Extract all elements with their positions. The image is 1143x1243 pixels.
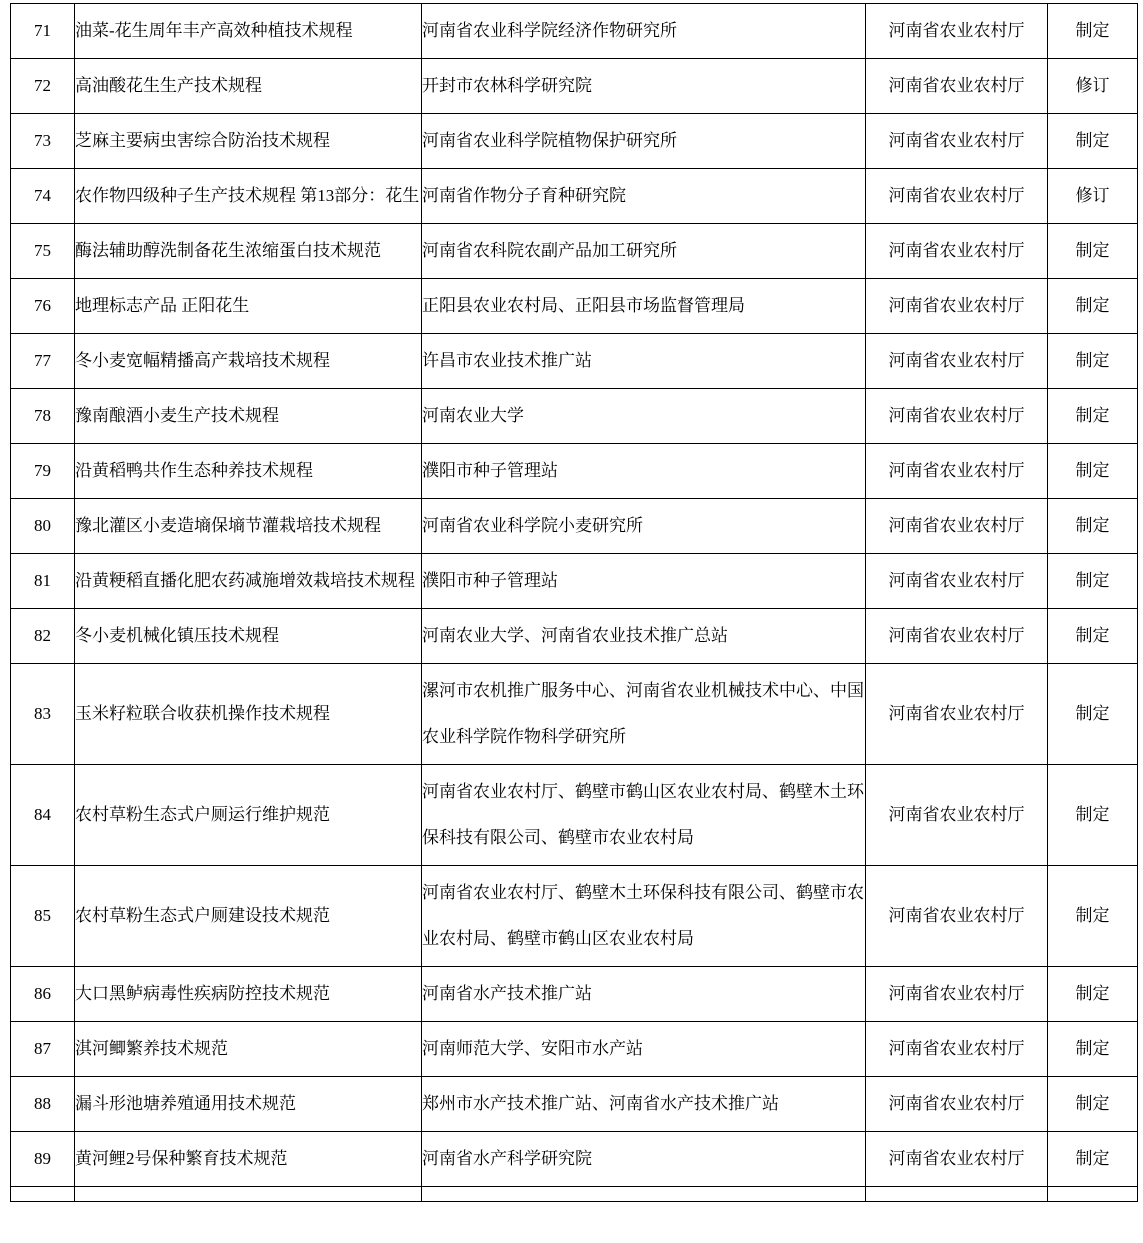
drafting-org-cell: 开封市农林科学研究院 (422, 59, 866, 114)
table-row (11, 114, 1138, 169)
row-number-cell: 78 (11, 389, 75, 444)
table-row (11, 554, 1138, 609)
row-number-cell: 83 (11, 664, 75, 765)
standard-name-cell: 淇河鲫繁养技术规范 (75, 1022, 422, 1077)
partial-next-row-body (11, 1187, 1138, 1202)
type-cell: 制定 (1048, 967, 1138, 1022)
type-cell: 制定 (1048, 114, 1138, 169)
type-cell: 制定 (1048, 4, 1138, 59)
type-cell: 制定 (1048, 279, 1138, 334)
row-number-cell: 85 (11, 866, 75, 967)
type-cell: 修订 (1048, 59, 1138, 114)
standards-table (10, 3, 1138, 1202)
standard-name-cell: 高油酸花生生产技术规程 (75, 59, 422, 114)
drafting-org-cell: 河南农业大学、河南省农业技术推广总站 (422, 609, 866, 664)
table-row (11, 609, 1138, 664)
partial-cell (422, 1187, 866, 1202)
drafting-org-cell: 河南省水产技术推广站 (422, 967, 866, 1022)
proposing-dept-cell: 河南省农业农村厅 (866, 1022, 1048, 1077)
type-cell: 制定 (1048, 609, 1138, 664)
standard-name-cell: 漏斗形池塘养殖通用技术规范 (75, 1077, 422, 1132)
proposing-dept-cell: 河南省农业农村厅 (866, 59, 1048, 114)
proposing-dept-cell: 河南省农业农村厅 (866, 1077, 1048, 1132)
type-cell: 制定 (1048, 765, 1138, 866)
drafting-org-cell: 河南师范大学、安阳市水产站 (422, 1022, 866, 1077)
table-row (11, 334, 1138, 389)
type-cell: 制定 (1048, 866, 1138, 967)
table-row (11, 1077, 1138, 1132)
row-number-cell: 89 (11, 1132, 75, 1187)
table-row (11, 389, 1138, 444)
standard-name-cell: 农村草粉生态式户厕建设技术规范 (75, 866, 422, 967)
type-cell: 修订 (1048, 169, 1138, 224)
table-row (11, 224, 1138, 279)
row-number-cell: 75 (11, 224, 75, 279)
row-number-cell: 81 (11, 554, 75, 609)
standard-name-cell: 酶法辅助醇洗制备花生浓缩蛋白技术规范 (75, 224, 422, 279)
type-cell: 制定 (1048, 389, 1138, 444)
standard-name-cell: 黄河鲤2号保种繁育技术规范 (75, 1132, 422, 1187)
table-row (11, 499, 1138, 554)
partial-cell (75, 1187, 422, 1202)
standard-name-cell: 冬小麦机械化镇压技术规程 (75, 609, 422, 664)
row-number-cell: 82 (11, 609, 75, 664)
row-number-cell: 79 (11, 444, 75, 499)
standard-name-cell: 玉米籽粒联合收获机操作技术规程 (75, 664, 422, 765)
type-cell: 制定 (1048, 1132, 1138, 1187)
standard-name-cell: 芝麻主要病虫害综合防治技术规程 (75, 114, 422, 169)
proposing-dept-cell: 河南省农业农村厅 (866, 114, 1048, 169)
drafting-org-cell: 河南省农业科学院经济作物研究所 (422, 4, 866, 59)
proposing-dept-cell: 河南省农业农村厅 (866, 224, 1048, 279)
drafting-org-cell: 濮阳市种子管理站 (422, 444, 866, 499)
standard-name-cell: 油菜-花生周年丰产高效种植技术规程 (75, 4, 422, 59)
proposing-dept-cell: 河南省农业农村厅 (866, 444, 1048, 499)
standard-name-cell: 沿黄粳稻直播化肥农药减施增效栽培技术规程 (75, 554, 422, 609)
proposing-dept-cell: 河南省农业农村厅 (866, 866, 1048, 967)
type-cell: 制定 (1048, 224, 1138, 279)
type-cell: 制定 (1048, 664, 1138, 765)
standard-name-cell: 豫南酿酒小麦生产技术规程 (75, 389, 422, 444)
proposing-dept-cell: 河南省农业农村厅 (866, 389, 1048, 444)
row-number-cell: 77 (11, 334, 75, 389)
drafting-org-cell: 许昌市农业技术推广站 (422, 334, 866, 389)
table-row (11, 967, 1138, 1022)
row-number-cell: 73 (11, 114, 75, 169)
proposing-dept-cell: 河南省农业农村厅 (866, 499, 1048, 554)
proposing-dept-cell: 河南省农业农村厅 (866, 279, 1048, 334)
standards-table-body (11, 4, 1138, 1187)
table-row (11, 1022, 1138, 1077)
drafting-org-cell: 河南省农业科学院植物保护研究所 (422, 114, 866, 169)
standard-name-cell: 农村草粉生态式户厕运行维护规范 (75, 765, 422, 866)
standard-name-cell: 农作物四级种子生产技术规程 第13部分：花生 (75, 169, 422, 224)
drafting-org-cell: 河南省农业农村厅、鹤壁木土环保科技有限公司、鹤壁市农业农村局、鹤壁市鹤山区农业农村局 (422, 866, 866, 967)
drafting-org-cell: 河南省农业农村厅、鹤壁市鹤山区农业农村局、鹤壁木土环保科技有限公司、鹤壁市农业农村局 (422, 765, 866, 866)
table-row (11, 1132, 1138, 1187)
partial-cell (866, 1187, 1048, 1202)
drafting-org-cell: 河南省作物分子育种研究院 (422, 169, 866, 224)
drafting-org-cell: 漯河市农机推广服务中心、河南省农业机械技术中心、中国农业科学院作物科学研究所 (422, 664, 866, 765)
proposing-dept-cell: 河南省农业农村厅 (866, 4, 1048, 59)
type-cell: 制定 (1048, 499, 1138, 554)
row-number-cell: 84 (11, 765, 75, 866)
proposing-dept-cell: 河南省农业农村厅 (866, 609, 1048, 664)
proposing-dept-cell: 河南省农业农村厅 (866, 765, 1048, 866)
drafting-org-cell: 濮阳市种子管理站 (422, 554, 866, 609)
row-number-cell: 86 (11, 967, 75, 1022)
type-cell: 制定 (1048, 1077, 1138, 1132)
table-row (11, 444, 1138, 499)
row-number-cell: 71 (11, 4, 75, 59)
drafting-org-cell: 河南省水产科学研究院 (422, 1132, 866, 1187)
standards-table-container (10, 3, 1138, 1202)
table-row (11, 169, 1138, 224)
proposing-dept-cell: 河南省农业农村厅 (866, 664, 1048, 765)
standard-name-cell: 大口黑鲈病毒性疾病防控技术规范 (75, 967, 422, 1022)
row-number-cell: 74 (11, 169, 75, 224)
row-number-cell: 80 (11, 499, 75, 554)
standard-name-cell: 沿黄稻鸭共作生态种养技术规程 (75, 444, 422, 499)
type-cell: 制定 (1048, 334, 1138, 389)
partial-cell (11, 1187, 75, 1202)
table-row (11, 4, 1138, 59)
type-cell: 制定 (1048, 444, 1138, 499)
standard-name-cell: 冬小麦宽幅精播高产栽培技术规程 (75, 334, 422, 389)
row-number-cell: 76 (11, 279, 75, 334)
drafting-org-cell: 河南省农科院农副产品加工研究所 (422, 224, 866, 279)
partial-cell (1048, 1187, 1138, 1202)
row-number-cell: 87 (11, 1022, 75, 1077)
table-row (11, 765, 1138, 866)
drafting-org-cell: 正阳县农业农村局、正阳县市场监督管理局 (422, 279, 866, 334)
proposing-dept-cell: 河南省农业农村厅 (866, 334, 1048, 389)
standard-name-cell: 豫北灌区小麦造墒保墒节灌栽培技术规程 (75, 499, 422, 554)
table-row (11, 664, 1138, 765)
type-cell: 制定 (1048, 554, 1138, 609)
drafting-org-cell: 河南农业大学 (422, 389, 866, 444)
table-row (11, 59, 1138, 114)
proposing-dept-cell: 河南省农业农村厅 (866, 1132, 1048, 1187)
table-row (11, 866, 1138, 967)
row-number-cell: 88 (11, 1077, 75, 1132)
proposing-dept-cell: 河南省农业农村厅 (866, 554, 1048, 609)
drafting-org-cell: 郑州市水产技术推广站、河南省水产技术推广站 (422, 1077, 866, 1132)
table-row (11, 279, 1138, 334)
proposing-dept-cell: 河南省农业农村厅 (866, 967, 1048, 1022)
drafting-org-cell: 河南省农业科学院小麦研究所 (422, 499, 866, 554)
standard-name-cell: 地理标志产品 正阳花生 (75, 279, 422, 334)
type-cell: 制定 (1048, 1022, 1138, 1077)
proposing-dept-cell: 河南省农业农村厅 (866, 169, 1048, 224)
partial-next-row (11, 1187, 1138, 1202)
row-number-cell: 72 (11, 59, 75, 114)
